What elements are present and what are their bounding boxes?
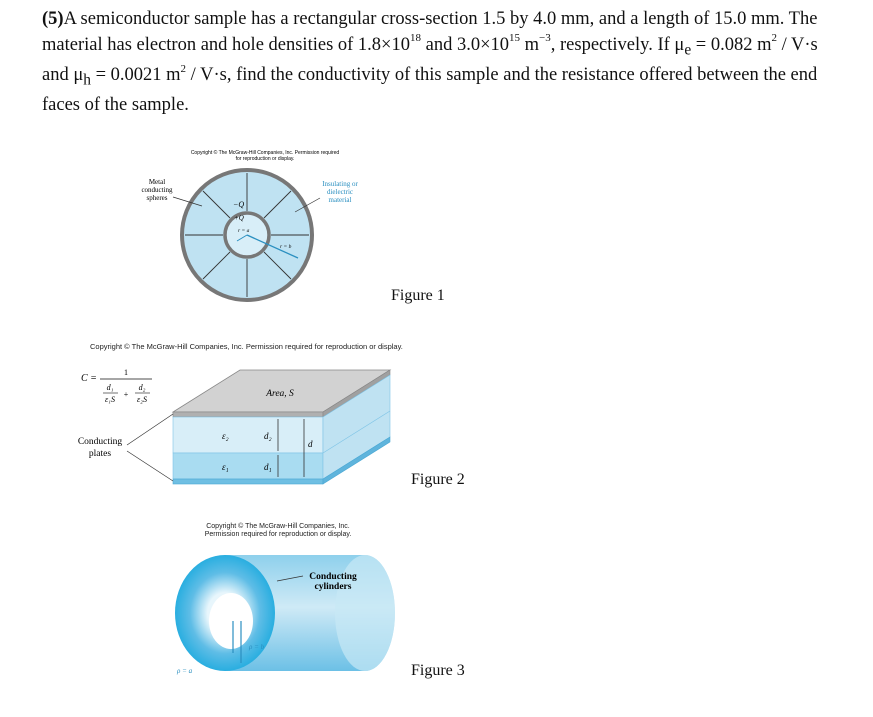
- formula-plus: +: [123, 390, 129, 399]
- problem-number: (5): [42, 9, 64, 29]
- dielectric-eps2: [173, 417, 323, 453]
- plates-label-2: plates: [88, 449, 112, 459]
- d-label: d: [308, 439, 313, 449]
- fig2-copyright: Copyright © The McGraw-Hill Companies, Inc. Permission required for reproduction or display.: [90, 342, 403, 351]
- fig3-copyright: [188, 523, 368, 539]
- fig3-copyright-2: Permission required for reproduction or display.: [204, 531, 352, 538]
- figure-3-diagram: [165, 545, 415, 685]
- charge-inner: +Q: [234, 214, 244, 222]
- figure-2-diagram: [70, 360, 400, 500]
- dielectric-label-3: material: [328, 196, 352, 204]
- figure-3-caption: Figure 3: [411, 662, 465, 679]
- formula-d1: d₁: [106, 383, 114, 392]
- spheres-label-3: spheres: [146, 194, 168, 202]
- figure-1-diagram: [130, 140, 390, 310]
- fig3-copyright-1: Copyright © The McGraw-Hill Companies, Inc.: [206, 523, 350, 530]
- problem-statement: (5)A semiconductor sample has a rectangular cross-section 1.5 by 4.0 mm, and a length of 15.0 mm. The material has electron and hole densities of $1.8\times 10^{18}$ and $3.0\times 10^{15}$ $m^{-3}$, respectively. If $\mu_e = 0.082$ $m^2 / V\cdot s$ and $\mu_h = 0.0021$ $m^2 / V\cdot s$, find the conductivity of this sample and the resistance offered between the end faces of the sample.: [42, 9, 818, 115]
- dielectric-eps1: [173, 453, 323, 479]
- d1-label: d₁: [264, 462, 272, 472]
- formula-den1: ε₁S: [105, 395, 115, 404]
- figure-2-caption: Figure 2: [411, 471, 465, 488]
- rho-a-label: ρ = a: [177, 667, 193, 675]
- dielectric-label-1: Insulating or: [322, 180, 358, 188]
- spheres-label-2: conducting: [141, 186, 173, 194]
- radius-a-label: r = a: [238, 228, 250, 234]
- cylinders-label-1: Conducting: [309, 572, 357, 582]
- eps2-label: ε₂: [222, 431, 229, 441]
- area-label: Area, S: [266, 389, 294, 399]
- dielectric-label-2: dielectric: [326, 188, 354, 196]
- formula-d2: d₂: [138, 383, 146, 392]
- formula-lhs: C =: [81, 373, 97, 384]
- formula-num: 1: [124, 368, 128, 377]
- fig1-copyright-1: Copyright © The McGraw-Hill Companies, Inc. Permission required: [190, 150, 340, 156]
- formula-den2: ε₂S: [137, 395, 147, 404]
- figure-1-caption: Figure 1: [391, 287, 445, 304]
- radius-b-label: r = b: [280, 244, 292, 250]
- cylinders-label-2: cylinders: [314, 582, 352, 592]
- charge-outer: −Q: [233, 200, 245, 209]
- inner-cylinder: [209, 593, 253, 649]
- eps1-label: ε₁: [222, 462, 229, 472]
- plates-label-1: Conducting: [77, 437, 123, 447]
- spheres-label-1: Metal: [148, 178, 166, 186]
- d2-label: d₂: [264, 431, 272, 441]
- bottom-plate: [173, 479, 323, 484]
- fig1-copyright-2: for reproduction or display.: [235, 156, 295, 162]
- rho-b-label: ρ = b: [249, 643, 265, 651]
